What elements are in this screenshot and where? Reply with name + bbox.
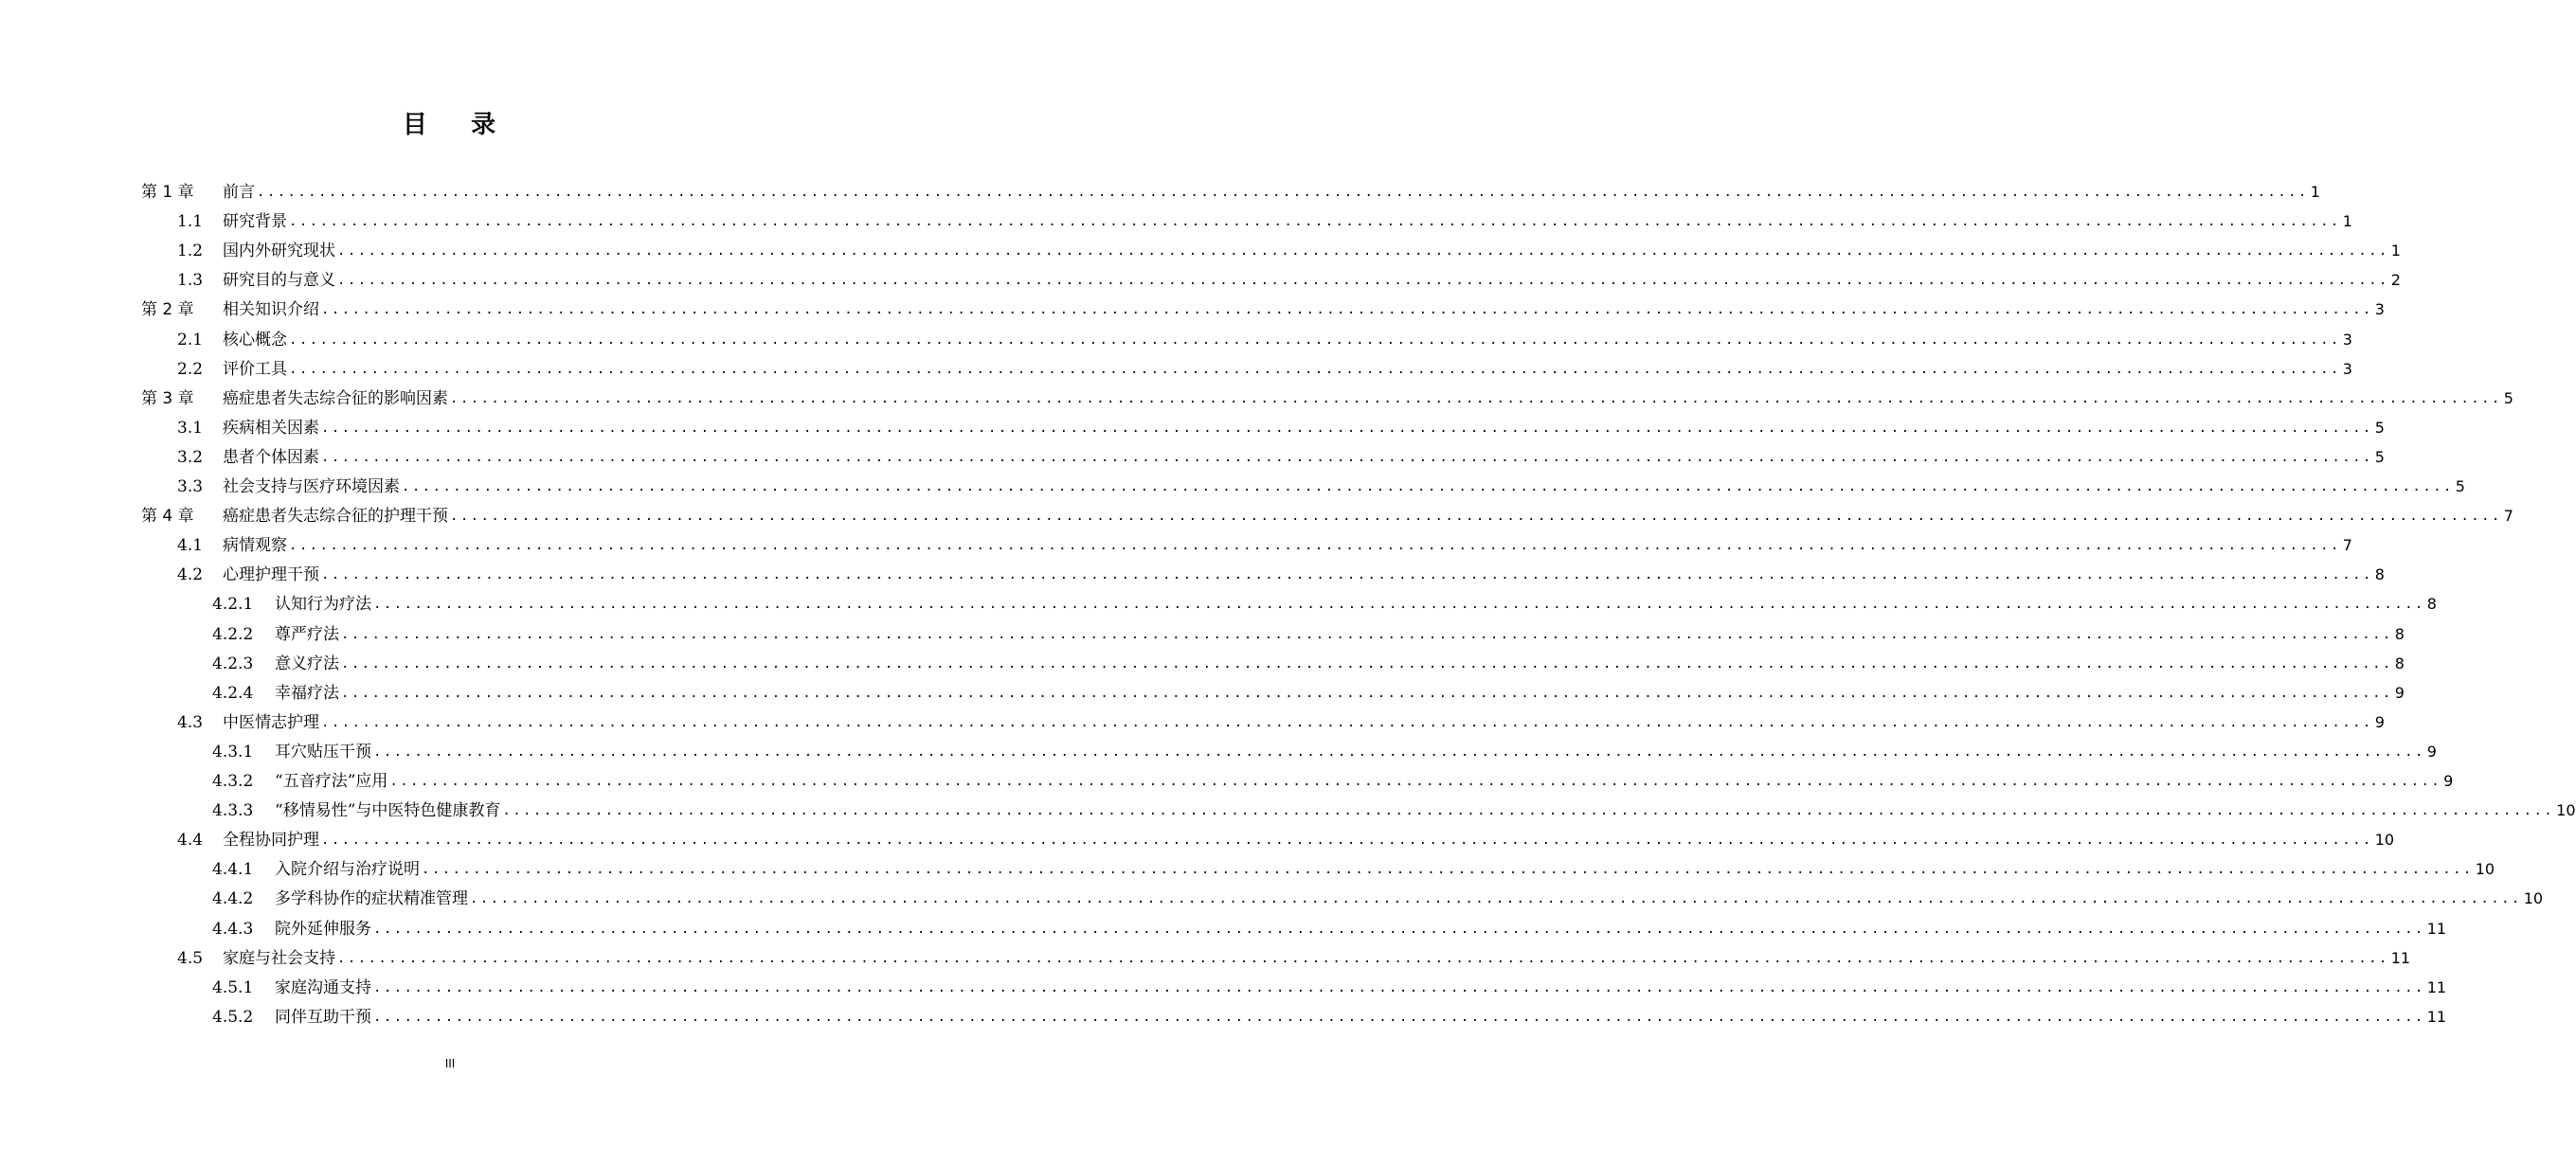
toc-entry-number: 4.2 <box>177 565 204 585</box>
toc-dot-leader: ........................................................................................................................................................................................................ <box>450 509 2502 525</box>
toc-entry-title: 认知行为疗法 <box>275 595 371 615</box>
toc-entry-page: 8 <box>2394 654 2405 672</box>
toc-entry-page: 2 <box>2390 271 2401 290</box>
toc-entry-title: 癌症患者失志综合征的影响因素 <box>223 388 448 408</box>
toc-entry-number: 4.4.2 <box>212 889 254 909</box>
toc-entry-title: 中医情志护理 <box>223 712 319 732</box>
toc-dot-leader: ........................................................................................................................................................................................................ <box>321 567 2373 583</box>
toc-entry-page: 11 <box>2426 977 2447 996</box>
page-title: 目 录 <box>402 111 498 139</box>
toc-entry[interactable] <box>177 705 2385 734</box>
toc-entry-number: 4.3.2 <box>212 772 254 791</box>
toc-entry[interactable] <box>177 528 2352 557</box>
toc-entry[interactable] <box>177 233 2401 262</box>
toc-entry-number: 第 1 章 <box>141 183 194 202</box>
toc-entry-number: 1.1 <box>177 212 204 232</box>
toc-entry-title: 社会支持与医疗环境因素 <box>223 477 400 496</box>
toc-entry-title: 家庭与社会支持 <box>223 948 335 968</box>
toc-dot-leader: ........................................................................................................................................................................................................ <box>289 538 2341 554</box>
toc-entry[interactable] <box>141 381 2513 410</box>
toc-entry-title: 癌症患者失志综合征的护理干预 <box>223 507 448 527</box>
toc-entry-title: 院外延伸服务 <box>275 919 371 939</box>
toc-entry-number: 3.2 <box>177 447 204 467</box>
toc-entry-page: 9 <box>2394 683 2405 702</box>
toc-entry-page: 1 <box>2342 212 2352 231</box>
toc-entry-page: 11 <box>2426 919 2447 938</box>
toc-entry-number: 2.1 <box>177 330 204 350</box>
toc-entry-page: 1 <box>2390 242 2401 260</box>
toc-entry[interactable] <box>177 439 2385 469</box>
toc-entry-page: 10 <box>2523 889 2544 908</box>
toc-dot-leader: ........................................................................................................................................................................................................ <box>373 1009 2425 1025</box>
toc-dot-leader: ........................................................................................................................................................................................................ <box>321 420 2373 436</box>
toc-entry-title: 家庭沟通支持 <box>275 977 371 997</box>
toc-entry-page: 3 <box>2342 359 2352 378</box>
toc-entry[interactable] <box>212 734 2437 763</box>
toc-dot-leader: ........................................................................................................................................................................................................ <box>321 449 2373 465</box>
toc-entry[interactable] <box>212 586 2437 616</box>
toc-entry-number: 3.3 <box>177 477 204 496</box>
toc-entry[interactable] <box>177 351 2352 381</box>
toc-entry-number: 1.3 <box>177 271 204 291</box>
toc-dot-leader: ........................................................................................................................................................................................................ <box>337 273 2389 289</box>
toc-entry-number: 4.4 <box>177 831 204 851</box>
toc-entry-page: 8 <box>2374 565 2385 584</box>
toc-entry-title: 同伴互助干预 <box>275 1007 371 1027</box>
toc-entry-number: 1.2 <box>177 242 204 261</box>
toc-entry[interactable] <box>212 763 2454 793</box>
toc-entry-number: 第 4 章 <box>141 507 194 527</box>
toc-entry-title: 多学科协作的症状精准管理 <box>275 889 468 909</box>
toc-dot-leader: ........................................................................................................................................................................................................ <box>341 655 2393 672</box>
toc-entry-number: 4.5.1 <box>212 977 254 997</box>
toc-entry-page: 1 <box>2310 183 2320 201</box>
toc-entry-page: 11 <box>2426 1007 2447 1026</box>
toc-entry[interactable] <box>177 204 2352 233</box>
toc-entry-page: 7 <box>2342 536 2352 555</box>
toc-entry[interactable] <box>177 941 2411 970</box>
toc-entry-page: 5 <box>2503 388 2513 407</box>
toc-entry[interactable] <box>212 911 2447 941</box>
toc-entry-page: 5 <box>2374 447 2385 466</box>
toc-entry-title: 耳穴贴压干预 <box>275 742 371 762</box>
toc-entry[interactable] <box>212 617 2405 646</box>
toc-dot-leader: ........................................................................................................................................................................................................ <box>389 774 2442 789</box>
toc-entry-title: 意义疗法 <box>275 654 339 673</box>
toc-entry[interactable] <box>141 292 2385 321</box>
toc-entry-page: 5 <box>2374 418 2385 437</box>
toc-entry[interactable] <box>177 469 2465 498</box>
toc-entry-number: 4.2.4 <box>212 683 254 703</box>
toc-dot-leader: ........................................................................................................................................................................................................ <box>373 921 2425 937</box>
toc-entry-page: 8 <box>2394 624 2405 643</box>
toc-entry-title: 相关知识介绍 <box>223 300 319 320</box>
toc-entry-number: 4.2.3 <box>212 654 254 673</box>
toc-entry-page: 10 <box>2475 860 2495 879</box>
toc-entry-page: 11 <box>2390 948 2411 967</box>
toc-dot-leader: ........................................................................................................................................................................................................ <box>502 803 2555 819</box>
toc-entry[interactable] <box>177 322 2352 351</box>
toc-dot-leader: ........................................................................................................................................................................................................ <box>321 302 2373 318</box>
toc-dot-leader: ........................................................................................................................................................................................................ <box>289 361 2341 377</box>
toc-entry[interactable] <box>212 793 2576 822</box>
toc-entry[interactable] <box>212 675 2405 705</box>
toc-entry[interactable] <box>177 557 2385 586</box>
toc-dot-leader: ........................................................................................................................................................................................................ <box>373 597 2425 613</box>
toc-entry-number: 4.2.1 <box>212 595 254 615</box>
toc-entry[interactable] <box>141 174 2320 204</box>
toc-entry-title: “五音疗法”应用 <box>275 772 388 791</box>
toc-entry-title: 心理护理干预 <box>223 565 319 585</box>
toc-entry-page: 9 <box>2443 772 2454 790</box>
toc-entry-page: 3 <box>2374 300 2385 319</box>
toc-dot-leader: ........................................................................................................................................................................................................ <box>450 390 2502 406</box>
toc-entry-title: 病情观察 <box>223 536 287 556</box>
toc-entry[interactable] <box>212 881 2544 910</box>
toc-dot-leader: ........................................................................................................................................................................................................ <box>289 214 2341 230</box>
toc-entry-title: 国内外研究现状 <box>223 242 335 261</box>
toc-dot-leader: ........................................................................................................................................................................................................ <box>321 714 2373 730</box>
toc-dot-leader: ........................................................................................................................................................................................................ <box>257 185 2309 200</box>
toc-entry-title: 疾病相关因素 <box>223 418 319 438</box>
toc-entry-number: 4.3.3 <box>212 801 254 821</box>
toc-entry[interactable] <box>212 970 2447 999</box>
toc-entry[interactable] <box>141 498 2513 528</box>
toc-entry[interactable] <box>177 822 2395 851</box>
toc-dot-leader: ........................................................................................................................................................................................................ <box>341 626 2393 642</box>
toc-entry-title: 前言 <box>223 183 255 202</box>
toc-entry-title: 评价工具 <box>223 359 287 379</box>
toc-dot-leader: ........................................................................................................................................................................................................ <box>337 243 2389 260</box>
toc-entry-title: 尊严疗法 <box>275 624 339 644</box>
toc-entry-number: 4.5 <box>177 948 204 968</box>
toc-entry-title: 研究目的与意义 <box>223 271 335 291</box>
toc-entry-number: 第 2 章 <box>141 300 194 320</box>
toc-entry[interactable] <box>212 646 2405 675</box>
toc-entry-title: 入院介绍与治疗说明 <box>275 860 420 880</box>
toc-entry-number: 第 3 章 <box>141 388 194 408</box>
toc-entry-page: 9 <box>2374 712 2385 731</box>
toc-entry-title: 全程协同护理 <box>223 831 319 851</box>
toc-entry[interactable] <box>177 262 2401 292</box>
toc-entry-number: 4.5.2 <box>212 1007 254 1027</box>
toc-entry-number: 4.1 <box>177 536 204 556</box>
toc-entry-number: 4.3 <box>177 712 204 732</box>
toc-entry-page: 10 <box>2374 831 2395 850</box>
toc-entry-page: 5 <box>2455 477 2465 495</box>
toc-entry-page: 10 <box>2556 801 2576 820</box>
toc-entry-title: 患者个体因素 <box>223 447 319 467</box>
toc-dot-leader: ........................................................................................................................................................................................................ <box>321 833 2373 849</box>
toc-dot-leader: ........................................................................................................................................................................................................ <box>289 332 2341 348</box>
page-number: III <box>444 1057 456 1070</box>
toc-entry-page: 7 <box>2503 507 2513 526</box>
toc-entry[interactable] <box>212 999 2447 1029</box>
toc-dot-leader: ........................................................................................................................................................................................................ <box>373 979 2425 995</box>
toc-entry-title: 幸福疗法 <box>275 683 339 703</box>
toc-entry-page: 3 <box>2342 330 2352 349</box>
toc-dot-leader: ........................................................................................................................................................................................................ <box>337 950 2389 966</box>
toc-entry-title: 核心概念 <box>223 330 287 350</box>
toc-entry-number: 3.1 <box>177 418 204 438</box>
toc-dot-leader: ........................................................................................................................................................................................................ <box>402 479 2454 494</box>
toc-entry-number: 4.3.1 <box>212 742 254 762</box>
toc-entry-number: 4.4.3 <box>212 919 254 939</box>
toc-dot-leader: ........................................................................................................................................................................................................ <box>341 685 2393 701</box>
toc-entry-number: 4.2.2 <box>212 624 254 644</box>
toc-entry[interactable] <box>177 410 2385 439</box>
toc-entry-title: 研究背景 <box>223 212 287 232</box>
toc-entry-page: 9 <box>2426 742 2437 761</box>
toc-entry-number: 4.4.1 <box>212 860 254 880</box>
toc-dot-leader: ........................................................................................................................................................................................................ <box>373 744 2425 760</box>
toc-entry-title: “移情易性”与中医特色健康教育 <box>275 801 501 821</box>
toc-entry[interactable] <box>212 851 2495 881</box>
toc-entry-page: 8 <box>2426 595 2437 614</box>
toc-dot-leader: ........................................................................................................................................................................................................ <box>422 862 2474 878</box>
toc-dot-leader: ........................................................................................................................................................................................................ <box>470 891 2522 907</box>
toc-entry-number: 2.2 <box>177 359 204 379</box>
